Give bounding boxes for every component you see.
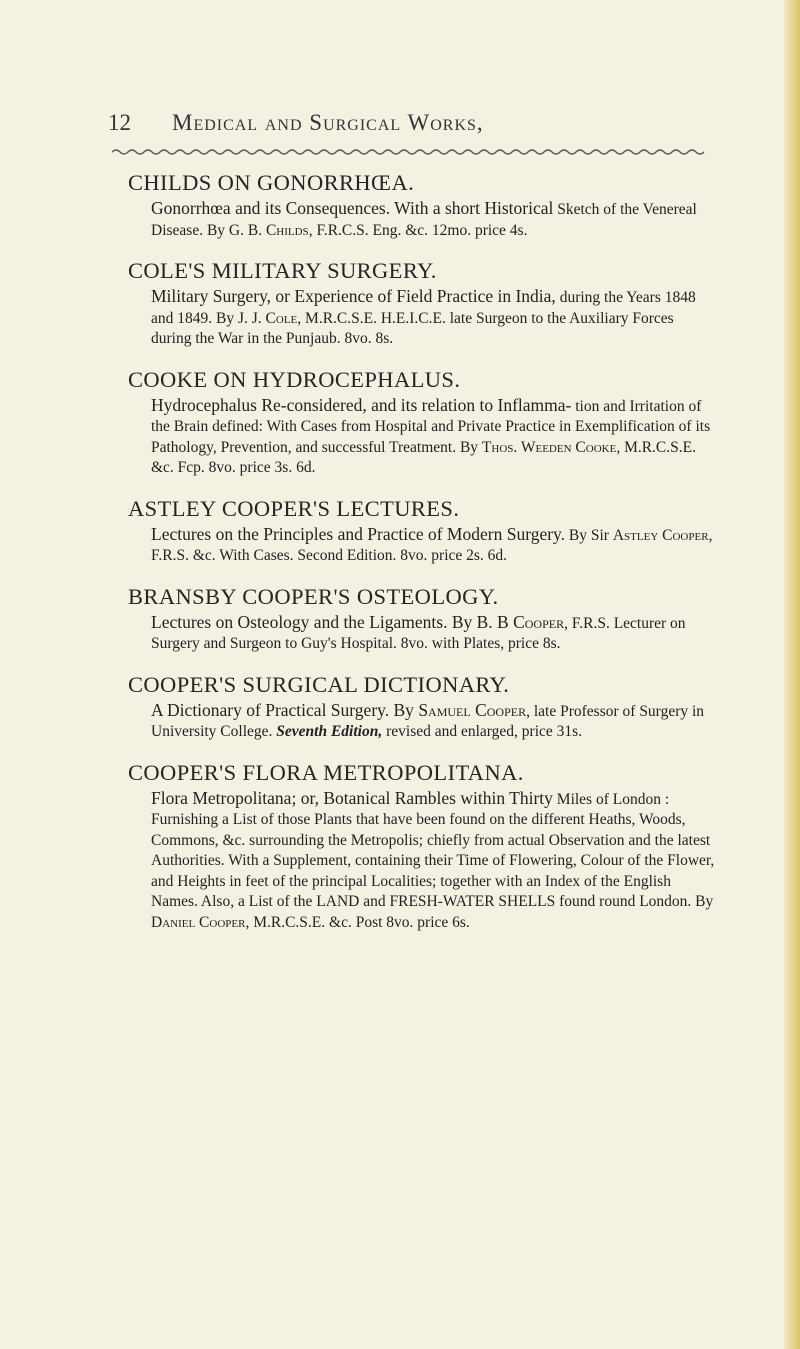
decorative-wavy-rule bbox=[112, 147, 708, 157]
entry-cooper-surgical-dictionary bbox=[128, 670, 718, 743]
entry-description: Lectures on the Principles and Practice of Modern Surgery. By Sir Astley Cooper, F.R.S. &c. With Cases. Second Edition. 8vo. price 2s. 6d. bbox=[151, 523, 713, 564]
entry-description: Lectures on Osteology and the Ligaments. By B. B Cooper, F.R.S. Lecturer on Surgery and Surgeon to Guy's Hospital. 8vo. with Plates, price 8s. bbox=[151, 611, 686, 652]
entry-description: Gonorrhœa and its Consequences. With a short Historical Sketch of the Venereal Disease. By G. B. Childs, F.R.C.S. Eng. &c. 12mo. price 4s. bbox=[151, 198, 697, 239]
author-name: Thos. Weeden Cooke bbox=[481, 438, 617, 456]
author-name: Daniel Cooper bbox=[151, 913, 246, 931]
entry-cooper-flora-metropolitana bbox=[128, 758, 718, 934]
author-name: Samuel Cooper bbox=[418, 699, 527, 720]
entry-title: CHILDS ON GONORRHŒA. bbox=[128, 170, 415, 195]
entry-cooke-hydrocephalus bbox=[128, 365, 718, 479]
entry-description: A Dictionary of Practical Surgery. By Samuel Cooper, late Professor of Surgery in University College. Seventh Edition, revised and enlarged, price 31s. bbox=[151, 699, 705, 740]
entry-title: COOPER'S SURGICAL DICTIONARY. bbox=[128, 671, 510, 697]
entry-title: COOKE ON HYDROCEPHALUS. bbox=[128, 366, 461, 392]
entry-bransby-cooper-osteology bbox=[128, 582, 718, 655]
author-name: Astley Cooper bbox=[612, 526, 709, 544]
entry-cole-military-surgery bbox=[128, 256, 718, 350]
author-name: Cooper bbox=[513, 611, 565, 632]
entry-astley-cooper-lectures bbox=[128, 494, 718, 567]
entry-title: ASTLEY COOPER'S LECTURES. bbox=[128, 495, 460, 521]
running-head bbox=[108, 110, 728, 136]
entries-list bbox=[128, 168, 718, 948]
page-title: Medical and Surgical Works, bbox=[172, 110, 484, 135]
page-edge bbox=[784, 0, 800, 1349]
entry-description: Military Surgery, or Experience of Field Practice in India, during the Years 1848 and 1849. By J. J. Cole, M.R.C.S.E. H.E.I.C.E. late Surgeon to the Auxiliary Forces during the War in the Punjaub. 8vo. 8s. bbox=[151, 286, 696, 347]
entry-description: Flora Metropolitana; or, Botanical Rambles within Thirty Miles of London : Furnishing a List of those Plants that have been found on the different Heaths, Woods, Commons, &c. surrounding the Metropolis; chiefly from actual Observation and the latest Authorities. With a Supplement, containing their Time of Flowering, Colour of the Flower, and Heights in feet of the principal Localities; together with an Index of the English Names. Also, a List of the LAND and FRESH-WATER SHELLS found round London. By Daniel Cooper, M.R.C.S.E. &c. Post 8vo. price 6s. bbox=[151, 787, 715, 931]
edition-label: Seventh Edition, bbox=[276, 723, 383, 740]
author-name: Cole bbox=[265, 309, 298, 327]
entry-description: Hydrocephalus Re-considered, and its relation to Inflamma- tion and Irritation of the Brain defined: With Cases from Hospital and Private Practice in Exemplification of its Pathology, Prevention, and successful Treatment. By Thos. Weeden Cooke, M.R.C.S.E. &c. Fcp. 8vo. price 3s. 6d. bbox=[151, 394, 711, 476]
page-number: 12 bbox=[108, 110, 131, 135]
entry-title: COLE'S MILITARY SURGERY. bbox=[128, 258, 437, 283]
entry-title: COOPER'S FLORA METROPOLITANA. bbox=[128, 759, 524, 785]
entry-title: BRANSBY COOPER'S OSTEOLOGY. bbox=[128, 583, 499, 609]
author-name: Childs bbox=[265, 221, 309, 239]
entry-childs-gonorrhoea bbox=[128, 168, 718, 241]
